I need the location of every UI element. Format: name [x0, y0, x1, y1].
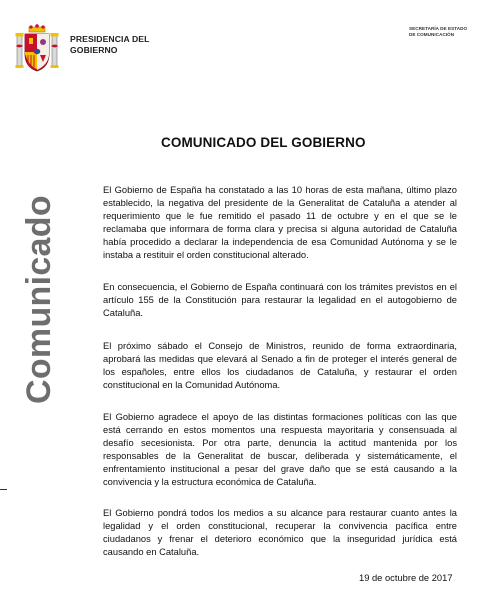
side-label: Comunicado [20, 195, 58, 404]
paragraph: El Gobierno de España ha constatado a las 10 horas de esta mañana, último plazo establecido, la negativa del presidente de la Generalitat de Cataluña a atender al requerimiento que le fue remitido el pasado 11 de octubre y en el que se le reclamaba que informara de forma clara y precisa si alguna autoridad de Cataluña había procedido a declarar la independencia de esa Comunidad Autónoma y se le instaba a restituir el orden constitucional alterado. [103, 185, 457, 260]
paragraph: El próximo sábado el Consejo de Ministros, reunido de forma extraordinaria, aprobará las medidas que elevará al Senado a fin de proteger el interés general de los españoles, entre ellos los ciudadanos de Cataluña, y restaurar el orden constitucional en la Comunidad Autónoma. [103, 341, 457, 390]
org-line-1: PRESIDENCIA DEL [70, 34, 150, 44]
paragraph: El Gobierno pondrá todos los medios a su alcance para restaurar cuanto antes la legalidad y el orden constitucional, recuperar la convivencia pacífica entre ciudadanos y frenar el deterioro económico que la inseguridad jurídica está causando en Cataluña. [103, 508, 457, 557]
secretaria-line-2: DE COMUNICACIÓN [409, 32, 455, 37]
coat-of-arms-icon [14, 24, 60, 74]
paragraph: En consecuencia, el Gobierno de España continuará con los trámites previstos en el artículo 155 de la Constitución para restaurar la legalidad en el autogobierno de Cataluña. [103, 282, 457, 318]
page-title: COMUNICADO DEL GOBIERNO [161, 135, 366, 150]
secretaria-label [409, 26, 467, 38]
org-line-2: GOBIERNO [70, 44, 118, 55]
secretaria-line-1: SECRETARÍA DE ESTADO [409, 26, 468, 31]
margin-rule [0, 489, 7, 490]
organization-name [70, 34, 150, 55]
paragraph: El Gobierno agradece el apoyo de las distintas formaciones políticas con las que está cerrando en estos momentos una respuesta mayoritaria y consensuada al desafío secesionista. Por otra parte, denuncia la actitud mantenida por los responsables de la Generalitat de buscar, deliberada y sistemáticamente, el enfrentamiento institucional a pesar del grave daño que se está causando a la convivencia y la estructura económica de Cataluña. [103, 412, 457, 487]
document-date: 19 de octubre de 2017 [359, 573, 453, 583]
